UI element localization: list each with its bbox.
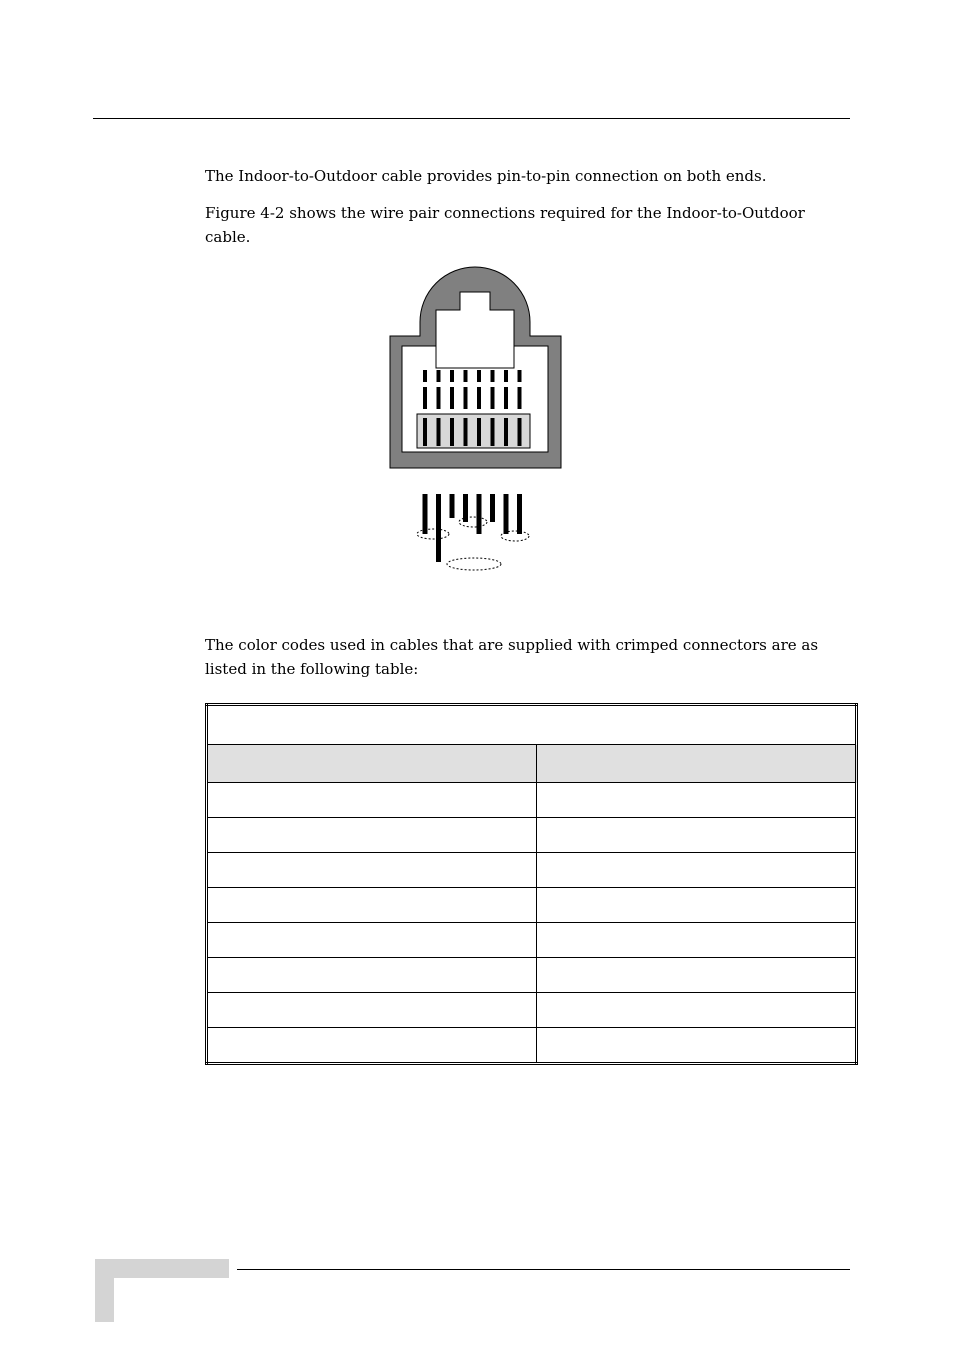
connector-pin-top (437, 370, 441, 382)
connector-pin-top (477, 370, 481, 382)
cable-wire (436, 494, 441, 562)
table-row (207, 993, 857, 1028)
table-cell (207, 923, 537, 958)
connector-pin-middle (437, 387, 441, 409)
table-cell (537, 1028, 857, 1064)
table-row (207, 958, 857, 993)
wire-pair-3-6-marker (447, 558, 501, 570)
cable-wire (490, 494, 495, 522)
footer-corner-block (95, 1259, 229, 1278)
cable-wire (423, 494, 428, 534)
connector-pin-top (518, 370, 522, 382)
connector-pin-lower (518, 418, 522, 446)
table-row (207, 818, 857, 853)
table-cell (207, 958, 537, 993)
connector-pin-middle (504, 387, 508, 409)
connector-pin-lower (450, 418, 454, 446)
table-row (207, 1028, 857, 1064)
table-title (207, 705, 857, 745)
table-cell (537, 958, 857, 993)
connector-pin-middle (518, 387, 522, 409)
table-row (207, 923, 857, 958)
cable-wires (423, 494, 523, 562)
table-cell (207, 818, 537, 853)
connector-pin-top (491, 370, 495, 382)
wire-pair-1-2-marker (417, 529, 449, 539)
table-cell (207, 1028, 537, 1064)
connector-pin-lower (504, 418, 508, 446)
intro-paragraph: The Indoor-to-Outdoor cable provides pin-to-pin connection on both ends. (205, 167, 767, 185)
table-cell (207, 783, 537, 818)
table-cell (537, 888, 857, 923)
table-row (207, 783, 857, 818)
table-header-row (207, 745, 857, 783)
connector-pin-lower (437, 418, 441, 446)
table-row (207, 853, 857, 888)
rj45-connector-figure (380, 262, 580, 582)
table-header-cell (207, 745, 537, 783)
contact-block (417, 414, 530, 448)
connector-pin-lower (491, 418, 495, 446)
table-cell (537, 923, 857, 958)
cable-wire (504, 494, 509, 534)
table-row (207, 888, 857, 923)
connector-pin-lower (464, 418, 468, 446)
table-cell (537, 818, 857, 853)
connector-pin-middle (423, 387, 427, 409)
header-rule (93, 118, 850, 119)
table-cell (537, 853, 857, 888)
connector-pin-middle (477, 387, 481, 409)
connector-pin-lower (423, 418, 427, 446)
footer-rule (237, 1269, 850, 1270)
connector-pin-lower (477, 418, 481, 446)
table-cell (537, 993, 857, 1028)
footer-corner-bar (95, 1259, 114, 1322)
connector-pin-top (423, 370, 427, 382)
color-codes-paragraph: The color codes used in cables that are supplied with crimped connectors are as listed in the following table: (205, 636, 819, 678)
connector-pin-top (450, 370, 454, 382)
table-cell (207, 993, 537, 1028)
connector-pin-middle (491, 387, 495, 409)
table-cell (207, 853, 537, 888)
cable-wire (517, 494, 522, 534)
connector-pin-top (504, 370, 508, 382)
table-cell (537, 783, 857, 818)
table-header-cell (537, 745, 857, 783)
cable-wire (477, 494, 482, 534)
connector-pin-middle (450, 387, 454, 409)
figure-reference-paragraph: Figure 4-2 shows the wire pair connections required for the Indoor-to-Outdoor cable. (205, 204, 805, 246)
connector-pin-middle (464, 387, 468, 409)
wire-pair-7-8-marker (501, 531, 529, 541)
connector-pin-top (464, 370, 468, 382)
color-code-table (205, 703, 858, 1065)
table-cell (207, 888, 537, 923)
table-title-row (207, 705, 857, 745)
cable-wire (450, 494, 455, 518)
